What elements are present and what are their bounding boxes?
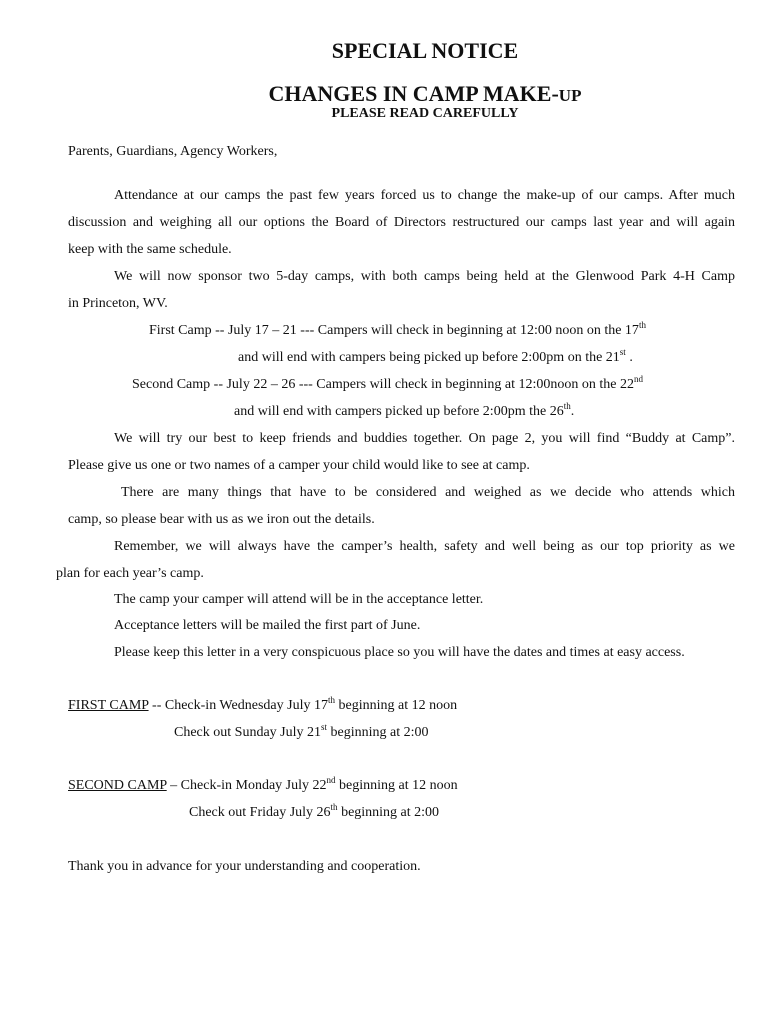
first-camp-checkout-summary: Check out Sunday July 21 — [174, 725, 321, 740]
second-camp-checkin-time: beginning at 12 noon — [335, 778, 458, 793]
second-camp-summary-checkout — [189, 804, 439, 822]
second-camp-pickup-end: . — [570, 404, 575, 419]
second-camp-checkin-text: Second Camp -- July 22 – 26 --- Campers will check in beginning at 12:00noon on the 22 — [132, 377, 634, 392]
first-camp-checkin-summary: -- Check-in Wednesday July 17 — [148, 698, 328, 713]
ordinal-suffix: th — [330, 802, 338, 812]
closing-line: Thank you in advance for your understanding and cooperation. — [68, 859, 421, 874]
first-camp-pickup — [238, 349, 633, 367]
ordinal-suffix: nd — [633, 374, 643, 384]
page-subtitle — [0, 81, 770, 107]
greeting: Parents, Guardians, Agency Workers, — [68, 144, 278, 159]
first-camp-summary-checkout — [174, 724, 429, 742]
para4-line1: There are many things that have to be considered and weighed as we decide who attends which — [121, 485, 735, 500]
first-camp-summary-checkin — [68, 697, 457, 715]
second-camp-checkout-time: beginning at 2:00 — [337, 805, 440, 820]
para6: The camp your camper will attend will be in the acceptance letter. — [114, 592, 484, 607]
second-camp-summary-checkin — [68, 777, 458, 795]
para1-line2: discussion and weighing all our options the Board of Directors restructured our camps last year and will again — [68, 215, 735, 230]
first-camp-checkin-text: First Camp -- July 17 – 21 --- Campers will check in beginning at 12:00 noon on the 17 — [149, 323, 639, 338]
ordinal-suffix: nd — [326, 775, 336, 785]
subtitle-up: UP — [558, 86, 582, 105]
para3-line2: Please give us one or two names of a camper your child would like to see at camp. — [68, 458, 530, 473]
second-camp-checkout-summary: Check out Friday July 26 — [189, 805, 331, 820]
ordinal-suffix: st — [321, 722, 328, 732]
second-camp-label: SECOND CAMP — [68, 778, 167, 793]
second-camp-pickup-text: and will end with campers picked up before 2:00pm the 26 — [234, 404, 564, 419]
first-camp-checkin-time: beginning at 12 noon — [334, 698, 458, 713]
para8: Please keep this letter in a very conspicuous place so you will have the dates and times at easy access. — [114, 645, 685, 660]
second-camp-checkin — [132, 376, 643, 394]
page-title: SPECIAL NOTICE — [331, 38, 519, 63]
para5-line1: Remember, we will always have the camper’s health, safety and well being as our top priority as we — [114, 539, 735, 554]
ordinal-suffix: th — [638, 320, 646, 330]
para3-line1: We will try our best to keep friends and buddies together. On page 2, you will find “Buddy at Camp”. — [114, 431, 735, 446]
ordinal-suffix: st — [619, 347, 626, 357]
first-camp-pickup-end: . — [625, 350, 633, 365]
para5-line2: plan for each year’s camp. — [56, 566, 204, 581]
first-camp-checkout-time: beginning at 2:00 — [327, 725, 429, 740]
ordinal-suffix: th — [327, 695, 335, 705]
first-camp-label: FIRST CAMP — [68, 698, 149, 713]
read-carefully-note: PLEASE READ CAREFULLY — [331, 106, 519, 121]
ordinal-suffix: th — [563, 401, 571, 411]
para7: Acceptance letters will be mailed the first part of June. — [114, 618, 421, 633]
para4-line2: camp, so please bear with us as we iron out the details. — [68, 512, 375, 527]
first-camp-pickup-text: and will end with campers being picked up before 2:00pm on the 21 — [238, 350, 620, 365]
para2-line2: in Princeton, WV. — [68, 296, 168, 311]
para2-line1: We will now sponsor two 5-day camps, with both camps being held at the Glenwood Park 4-H Camp — [114, 269, 735, 284]
second-camp-checkin-summary: – Check-in Monday July 22 — [166, 778, 327, 793]
para1-line3: keep with the same schedule. — [68, 242, 232, 257]
second-camp-pickup — [234, 403, 574, 421]
subtitle-main: CHANGES IN CAMP MAKE- — [268, 81, 559, 106]
first-camp-checkin — [149, 322, 646, 340]
para1-line1: Attendance at our camps the past few years forced us to change the make-up of our camps. After much — [114, 188, 735, 203]
